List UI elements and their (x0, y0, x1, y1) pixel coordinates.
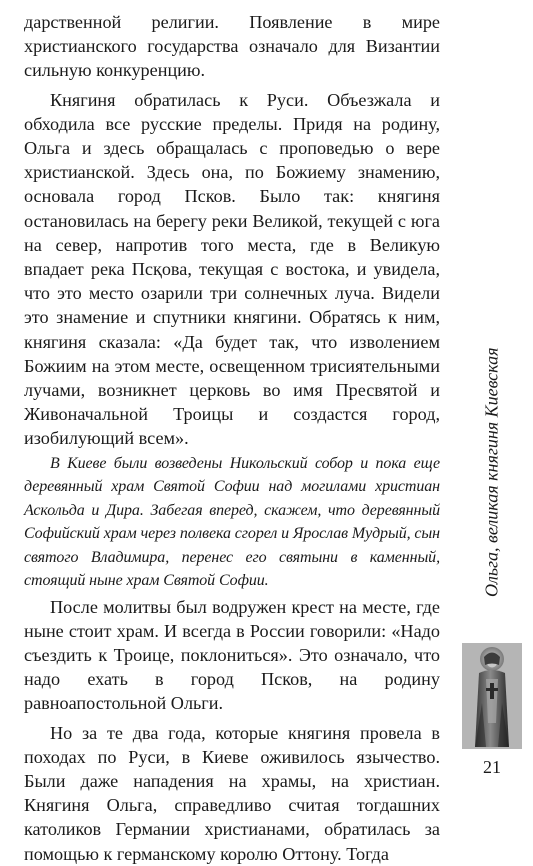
italic-paragraph: В Киеве были возведены Никольский собор и пока еще деревянный храм Святой Софии над могилами христиан Аскольда и Дира. Забегая вперед, скажем, что деревянный Софийский храм через полвека сгорел и Ярослав Мудрый, сын святого Владимира, перенес его святыни в каменный, стоящий ныне храм Святой Софии. (24, 454, 440, 590)
paragraph: Но за те два года, которые княгиня провела в походах по Руси, в Киеве оживилось язычество. Были даже нападения на храмы, на христиан. Княгиня Ольга, справедливо считая тогдашних католиков Германии христианами, обратилась за помощью к германскому королю Оттону. Тогда (24, 722, 440, 864)
running-title: Ольга, великая княгиня Киевская (481, 347, 502, 597)
paragraph: После молитвы был водружен крест на месте, где ныне стоит храм. И всегда в России говорили: «Надо съездить к Троице, поклониться». Это означало, что надо ехать в город Псков, на родину равноапостольной Ольги. (24, 596, 440, 714)
page-number: 21 (483, 757, 501, 777)
saint-icon (462, 643, 522, 749)
paragraph: Княгиня обратилась к Руси. Объезжала и обходила все русские пределы. Придя на родину, Ольга и здесь обращалась с проповедью о вере христианской. Здесь она, по Божиему знамению, основала город Псков. Было так: княгиня остановилась на берегу реки Великой, текущей с юга на север, напротив того места, где в Великую впадает река Псқова, текущая с востока, и увидела, что это место озарили три солнечных луча. Видели это знамение и спутники княгини. Обратясь к ним, княгиня сказала: «Да будет так, что изволением Божиим на этом месте, освещенном трисиятельными лучами, возникнет церковь во имя Пресвятой и Живоначальной Троицы и создастся город, изобилующий всем». (24, 89, 440, 449)
main-text (24, 10, 440, 866)
paragraph: дарственной религии. Появление в мире христианского государства означало для Византии сильную конкуренцию. (24, 12, 440, 81)
